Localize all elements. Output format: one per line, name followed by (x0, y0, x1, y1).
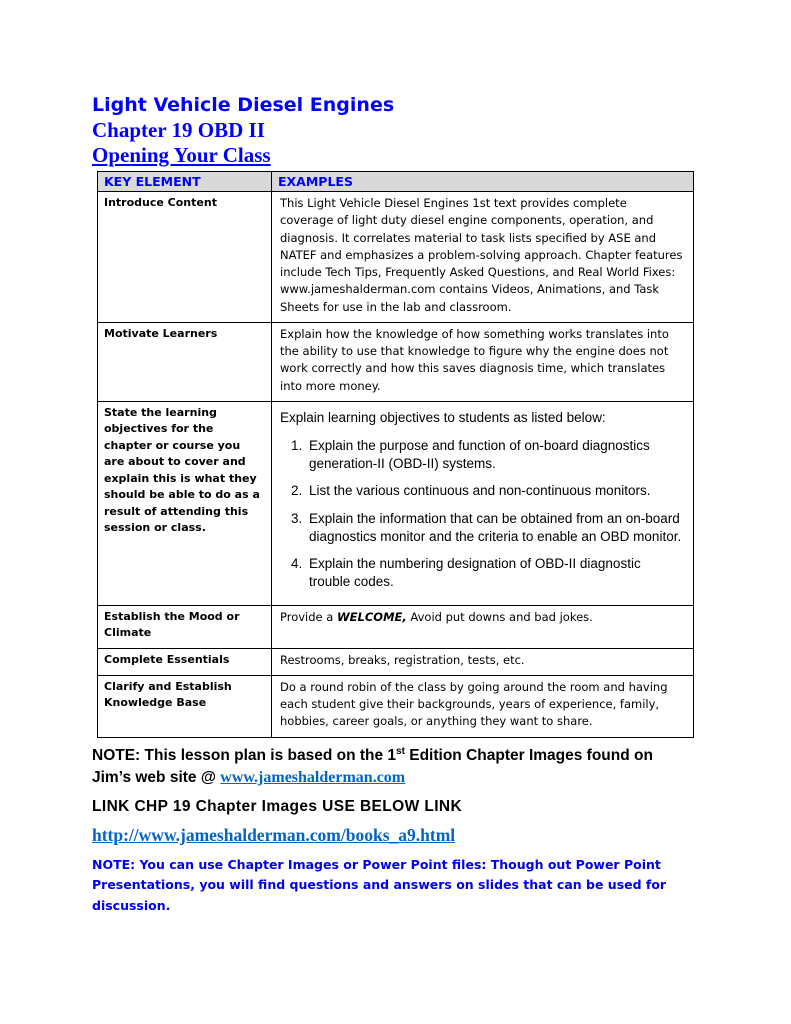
welcome-emphasis: WELCOME, (336, 609, 407, 624)
table-row-clarify-knowledge (98, 675, 694, 737)
lesson-plan-table (97, 171, 694, 738)
books-a9-url-link[interactable]: http://www.jameshalderman.com/books_a9.html (92, 824, 456, 845)
doc-title-line2: Chapter 19 OBD II (92, 118, 265, 142)
key-element-cell: Complete Essentials (98, 648, 272, 675)
ordinal-superscript: st (396, 745, 405, 757)
table-row-introduce-content (98, 192, 694, 323)
note-lesson-plan (92, 745, 694, 789)
table-row-complete-essentials (98, 648, 694, 675)
table-row-learning-objectives (98, 401, 694, 605)
objective-item: 1. Explain the purpose and function of on-board diagnostics generation-II (OBD-II) systems. (306, 437, 683, 473)
doc-title-line1: Light Vehicle Diesel Engines (92, 94, 395, 116)
table-row-establish-mood (98, 605, 694, 648)
mood-text-prefix: Provide a (280, 609, 337, 624)
examples-cell: Do a round robin of the class by going around the room and having each student give their backgrounds, years of experience, family, hobbies, career goals, or anything they want to share. (272, 675, 694, 737)
key-element-cell: Motivate Learners (98, 322, 272, 401)
col-header-examples: EXAMPLES (272, 172, 694, 192)
url-line (92, 825, 694, 846)
key-element-cell: Introduce Content (98, 192, 272, 323)
note1-text-middle: Edition Chapter Images found on Jim’s web site @ (92, 746, 653, 786)
examples-cell (272, 605, 694, 648)
examples-cell: Explain how the knowledge of how something works translates into the ability to use that knowledge to figure why the engine does not work correctly and how this saves diagnosis time, which translates into more money. (272, 322, 694, 401)
table-header-row (98, 172, 694, 192)
key-element-cell: Clarify and Establish Knowledge Base (98, 675, 272, 737)
objective-item: 3. Explain the information that can be obtained from an on-board diagnostics monitor and the criteria to enable an OBD monitor. (306, 510, 683, 546)
mood-text-suffix: Avoid put downs and bad jokes. (406, 609, 593, 624)
objectives-list (280, 437, 683, 592)
examples-cell: This Light Vehicle Diesel Engines 1st text provides complete coverage of light duty diesel engine components, operation, and diagnosis. It correlates material to task lists specified by ASE and NATEF and emphasizes a problem-solving approach. Chapter features include Tech Tips, Frequently Asked Questions, and Real World Fixes: www.jameshalderman.com contains Videos, Animations, and Task Sheets for use in the lab and classroom. (272, 192, 694, 323)
examples-cell: Restrooms, breaks, registration, tests, etc. (272, 648, 694, 675)
objectives-intro: Explain learning objectives to students as listed below: (280, 409, 606, 425)
chapter-images-link-heading: LINK CHP 19 Chapter Images USE BELOW LINK (92, 797, 463, 815)
objective-item: 2. List the various continuous and non-continuous monitors. (306, 482, 683, 500)
objective-item: 4. Explain the numbering designation of OBD-II diagnostic trouble codes. (306, 555, 683, 591)
note-powerpoint: NOTE: You can use Chapter Images or Power Point files: Though out Power Point Presentations, you will find questions and answers on slides that can be used for discussion. (92, 856, 667, 913)
doc-title-line3: Opening Your Class (92, 143, 271, 167)
key-element-cell: Establish the Mood or Climate (98, 605, 272, 648)
jameshalderman-website-link[interactable]: www.jameshalderman.com (220, 768, 406, 786)
table-row-motivate-learners (98, 322, 694, 401)
col-header-key-element: KEY ELEMENT (98, 172, 272, 192)
examples-cell (272, 401, 694, 605)
key-element-cell: State the learning objectives for the chapter or course you are about to cover and explain this is what they should be able to do as a result of attending this session or class. (98, 401, 272, 605)
note1-text-start: NOTE: This lesson plan is based on the 1 (92, 746, 397, 764)
